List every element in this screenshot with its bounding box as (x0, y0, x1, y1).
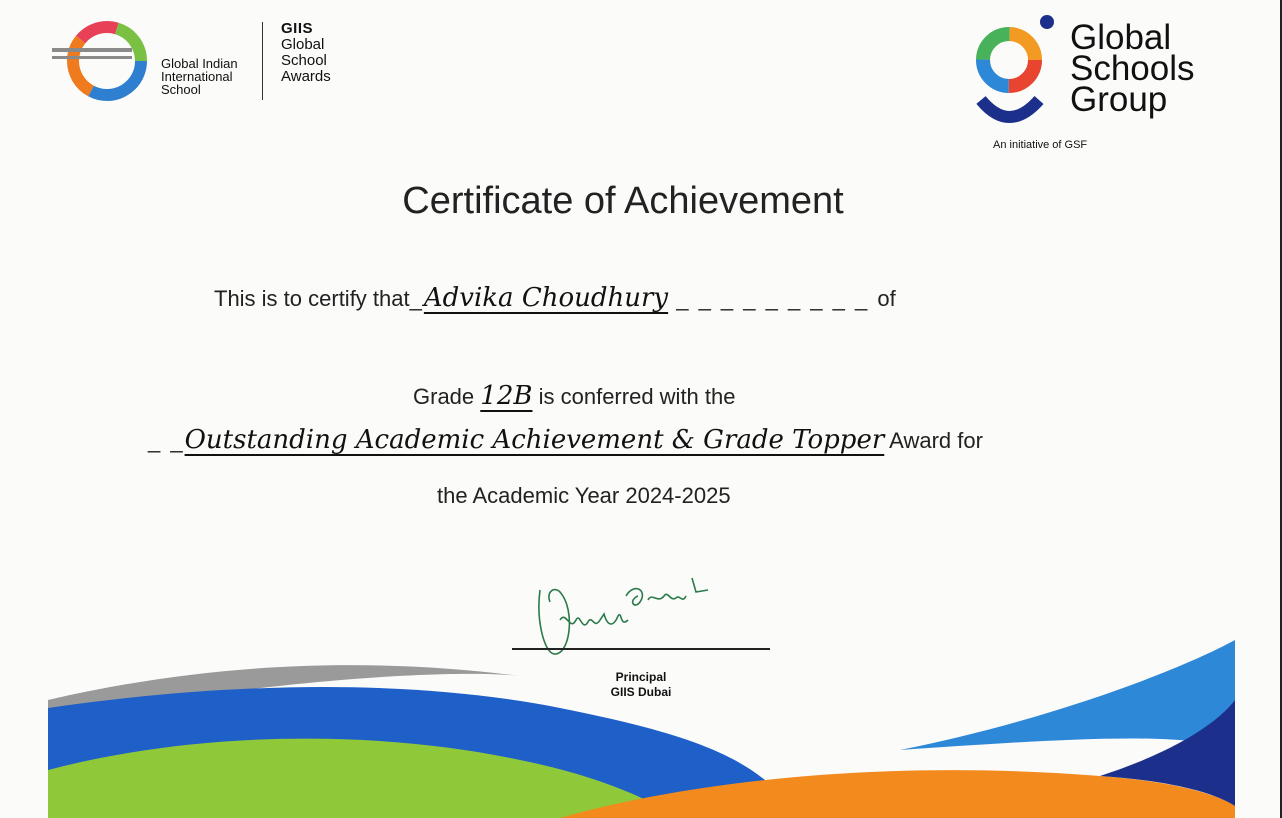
gsg-tagline: An initiative of GSF (993, 139, 1088, 151)
awards-mark: GIIS (281, 20, 314, 37)
of-word: of (877, 286, 896, 311)
gsg-name: Global Schools Group (1070, 18, 1195, 119)
decorative-waves (0, 600, 1282, 818)
conferred-text: is conferred with the (538, 384, 736, 409)
grade-line (413, 381, 735, 411)
gsg-logo (975, 12, 1060, 132)
award-suffix: Award (889, 428, 952, 453)
certificate-title: Certificate of Achievement (402, 180, 844, 222)
school-label: GIIS Dubai (610, 685, 672, 699)
global-school-awards-logo: GIIS Global School Awards (281, 20, 331, 85)
giis-name: Global Indian International School (161, 56, 238, 97)
award-line: _ _Outstanding Academic Achievement & Grade Topper Award for (148, 425, 983, 455)
grade-value: 12B (480, 381, 533, 411)
grade-prefix: Grade (413, 384, 475, 409)
for-word: for (957, 428, 983, 453)
student-name: Advika Choudhury (423, 283, 669, 313)
logo-divider (262, 22, 263, 100)
giis-logo (52, 16, 162, 106)
certify-prefix: This is to certify that (214, 286, 410, 311)
award-name: Outstanding Academic Achievement & Grade Topper (184, 425, 885, 455)
academic-year-line: the Academic Year 2024-2025 (437, 483, 731, 508)
certify-line: This is to certify that_Advika Choudhury _ _ _ _ _ _ _ _ _ of (214, 283, 896, 313)
principal-label: Principal (615, 670, 667, 684)
